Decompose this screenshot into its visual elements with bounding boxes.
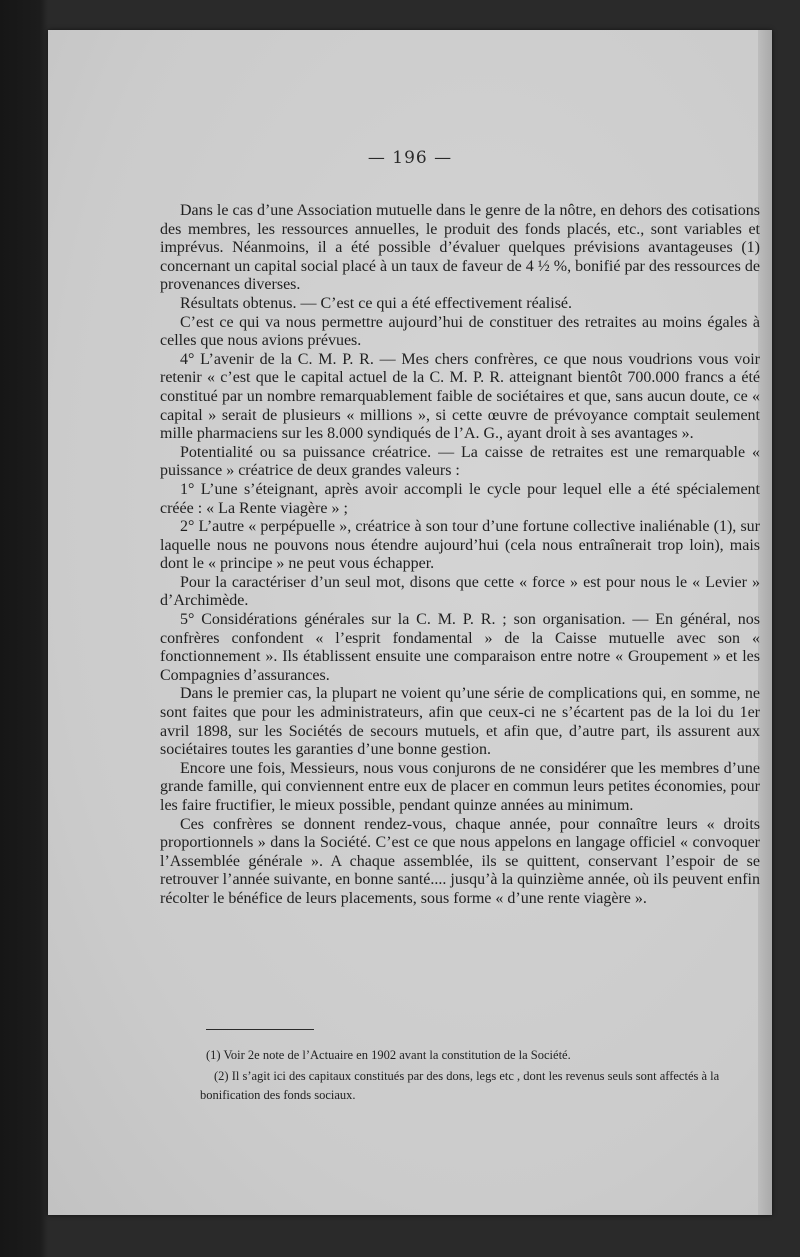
page-edge-shadow — [758, 30, 772, 1215]
paragraph-first-value: 1° L’une s’éteignant, après avoir accompli le cycle pour lequel elle a été spécialement créée : « La Rente viagère » ; — [160, 480, 760, 517]
paragraph-future: 4° L’avenir de la C. M. P. R. — Mes chers confrères, ce que nous voudrions vous voir retenir « c’est que le capital actuel de la C. M. P. R. atteignant bientôt 700.000 francs a été constitué par un nombre remarquablement faible de sociétaires et que, sans aucun doute, ce « capital » serait de plusieurs « millions », si cette œuvre de prévoyance comptait seulement mille pharmaciens sur les 8.000 syndiqués de l’A. G., ayant droit à ses avantages ». — [160, 350, 760, 443]
paragraph-results: Résultats obtenus. — C’est ce qui a été effectivement réalisé. — [180, 294, 573, 312]
paragraph-family: Encore une fois, Messieurs, nous vous conjurons de ne considérer que les membres d’une grande famille, qui conviennent entre eux de placer en commun leurs petites économies, pour les faire fructifier, le mieux possible, pendant quinze années au minimum. — [160, 759, 760, 814]
footnotes — [200, 1046, 772, 1107]
document-page — [48, 30, 772, 1215]
paragraph-second-value: 2° L’autre « perpépuelle », créatrice à son tour d’une fortune collective inaliénable (1), sur laquelle nous ne pouvons nous étendre aujourd’hui (cela nous entraînerait trop loin), mais dont le « principe » ne peut vous échapper. — [160, 518, 760, 573]
main-text — [160, 202, 760, 909]
paragraph-intro: Dans le cas d’une Association mutuelle dans le genre de la nôtre, en dehors des cotisations des membres, les ressources annuelles, le produit des fonds placés, etc., sont variables et imprévus. Néanmoins, il a été possible d’évaluer quelques prévisions avantageuses (1) concernant un capital social placé à un taux de faveur de 4 ½ %, bonifié par des ressources de provenances diverses. — [160, 202, 760, 294]
footnote-divider — [206, 1029, 314, 1030]
paragraph-potential: Potentialité ou sa puissance créatrice. — La caisse de retraites est une remarquable « puissance » créatrice de deux grandes valeurs : — [160, 443, 760, 480]
paragraph-lever: Pour la caractériser d’un seul mot, disons que cette « force » est pour nous le « Levier » d’Archimède. — [160, 573, 760, 610]
paragraph-considerations: 5° Considérations générales sur la C. M. P. R. ; son organisation. — En général, nos confrères confondent « l’esprit fondamental » de la Caisse mutuelle avec son « fonctionnement ». Ils établissent ensuite une comparaison entre notre « Groupement » et les Compagnies d’assurances. — [160, 611, 760, 684]
footnote-1: (1) Voir 2e note de l’Actuaire en 1902 avant la constitution de la Société. — [206, 1048, 571, 1062]
page-number: — 196 — — [367, 148, 453, 168]
paragraph-first-case: Dans le premier cas, la plupart ne voient qu’une série de complications qui, en somme, ne sont faites que pour les administrateurs, afin que ceux-ci ne s’écartent pas de la loi du 1er avril 1898, sur les Sociétés de secours mutuels, et afin que, d’autre part, ils assurent aux sociétaires toutes les garanties d’une bonne gestion. — [160, 685, 760, 759]
paragraph-retirement: C’est ce qui va nous permettre aujourd’hui de constituer des retraites au moins égales à celles que nous avions prévues. — [160, 313, 760, 350]
paragraph-assembly: Ces confrères se donnent rendez-vous, chaque année, pour connaître leurs « droits proportionnels » dans la Société. C’est ce que nous appelons en langage officiel « convoquer l’Assemblée générale ». A chaque assemblée, ils se quittent, conservant l’espoir de se retrouver l’année suivante, en bonne santé.... jusqu’à la quinzième année, où ils peuvent enfin récolter le bénéfice de leurs placements, sous forme « d’une rente viagère ». — [160, 815, 760, 907]
footnote-2: (2) Il s’agit ici des capitaux constitués par des dons, legs etc , dont les revenus seuls sont affectés à la bonification des fonds sociaux. — [200, 1069, 720, 1102]
